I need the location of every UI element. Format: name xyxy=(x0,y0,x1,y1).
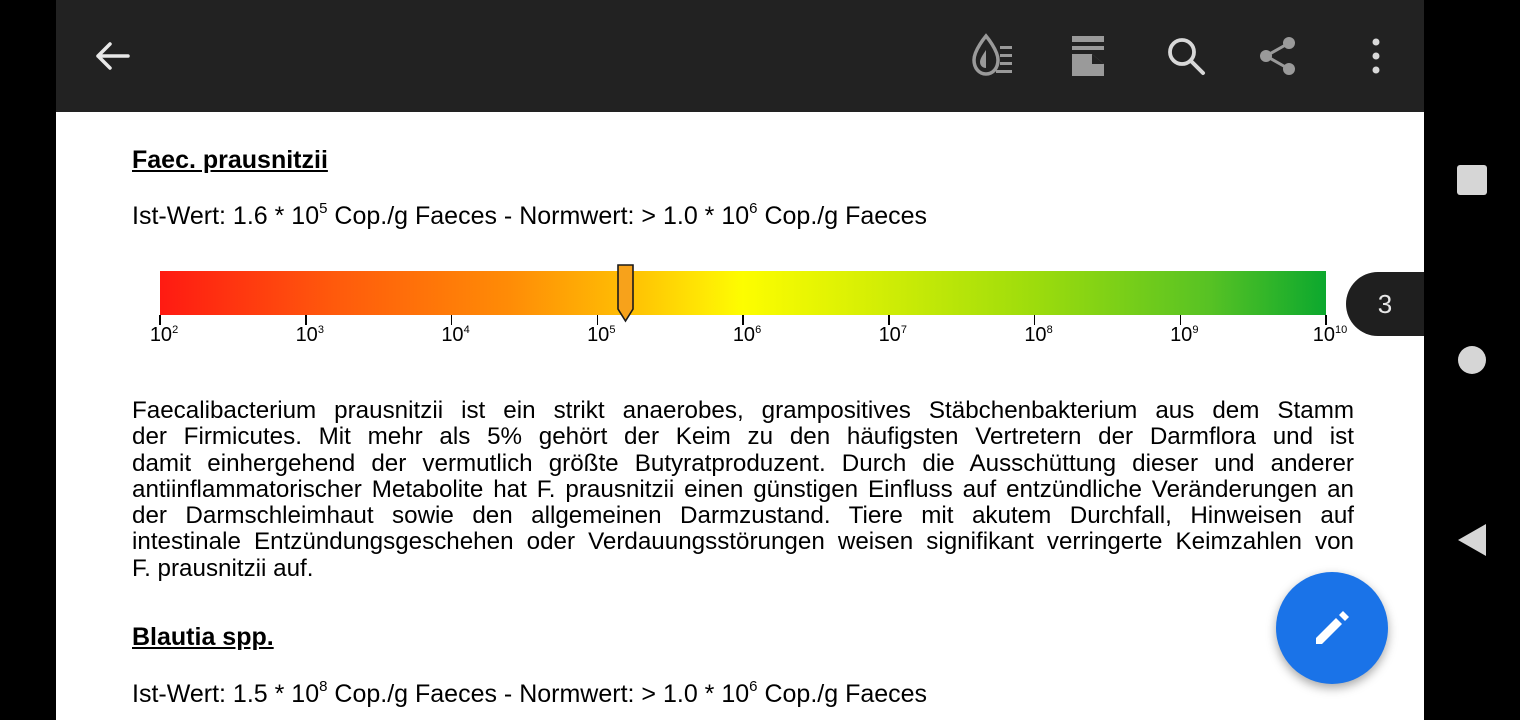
tick-label-exponent: 8 xyxy=(1046,324,1053,336)
ist-prefix: Ist-Wert: 1.5 * 10 xyxy=(132,680,320,708)
scale-tick-label xyxy=(1024,324,1052,347)
share-icon[interactable] xyxy=(1252,30,1304,82)
section-title: Faec. prausnitzii xyxy=(132,146,328,174)
section-title: Blautia spp. xyxy=(132,623,274,651)
tick-label-exponent: 7 xyxy=(900,324,907,336)
norm-unit: Cop./g Faeces xyxy=(757,680,928,708)
page-number-indicator[interactable]: 3 xyxy=(1346,272,1424,336)
tick-label-base: 10 xyxy=(1170,324,1193,346)
scale-tick-label xyxy=(150,324,178,347)
description-line: intestinale Entzündungsgeschehen oder Verdauungsstörungen weisen signifikant verringerte Keimzahlen von xyxy=(132,528,1354,556)
scale-tick-label xyxy=(296,324,324,347)
left-letterbox xyxy=(0,0,56,720)
tick-label-base: 10 xyxy=(441,324,464,346)
document-page xyxy=(56,112,1424,720)
description-line: F. prausnitzii auf. xyxy=(132,554,314,582)
description-line: der Firmicutes. Mit mehr als 5% gehört der Keim zu den häufigsten Vertretern der Darmflora und ist xyxy=(132,423,1354,451)
tick-label-exponent: 5 xyxy=(609,324,616,336)
scale-tick-label xyxy=(441,324,469,347)
description-line: antiinflammatorischer Metabolite hat F. prausnitzii einen günstigen Einfluss auf entzündliche Veränderungen an xyxy=(132,475,1354,503)
recents-square-icon[interactable] xyxy=(1448,156,1496,204)
ist-exponent: 5 xyxy=(319,200,328,217)
scale-tick-label xyxy=(587,324,615,347)
tick-label-base: 10 xyxy=(587,324,610,346)
ist-unit: Cop./g Faeces - Normwert: > 1.0 * 10 xyxy=(327,202,750,230)
scale-tick-label xyxy=(1170,324,1198,347)
norm-exponent: 6 xyxy=(749,200,758,217)
ist-prefix: Ist-Wert: 1.6 * 10 xyxy=(132,202,320,230)
tick-label-exponent: 4 xyxy=(463,324,470,336)
tick-label-exponent: 6 xyxy=(755,324,762,336)
tick-label-exponent: 10 xyxy=(1335,324,1348,336)
scale-gradient-bar xyxy=(160,271,1326,315)
tick-label-exponent: 9 xyxy=(1192,324,1199,336)
back-triangle-icon[interactable] xyxy=(1448,516,1496,564)
edit-pencil-icon xyxy=(1308,604,1356,652)
tick-label-base: 10 xyxy=(1312,324,1335,346)
value-line xyxy=(132,202,927,231)
top-toolbar xyxy=(56,0,1424,112)
norm-exponent: 6 xyxy=(749,678,758,695)
tick-label-base: 10 xyxy=(295,324,318,346)
tick-label-base: 10 xyxy=(1024,324,1047,346)
tick-label-exponent: 2 xyxy=(172,324,179,336)
tick-label-base: 10 xyxy=(878,324,901,346)
home-circle-icon[interactable] xyxy=(1448,336,1496,384)
tick-label-exponent: 3 xyxy=(317,324,324,336)
value-marker xyxy=(617,264,635,329)
scale-tick-label xyxy=(733,324,761,347)
edit-button[interactable] xyxy=(1276,572,1388,684)
value-line xyxy=(132,680,927,709)
ist-exponent: 8 xyxy=(319,678,328,695)
pages-layout-icon[interactable] xyxy=(1062,30,1114,82)
more-vert-icon[interactable] xyxy=(1350,30,1402,82)
log-scale xyxy=(149,262,1356,352)
reading-mode-icon[interactable] xyxy=(966,30,1018,82)
search-icon[interactable] xyxy=(1160,30,1212,82)
back-arrow-icon[interactable] xyxy=(86,30,138,82)
ist-unit: Cop./g Faeces - Normwert: > 1.0 * 10 xyxy=(327,680,750,708)
description-paragraph xyxy=(132,398,1354,582)
tick-label-base: 10 xyxy=(732,324,756,346)
norm-unit: Cop./g Faeces xyxy=(757,202,928,230)
description-line: der Darmschleimhaut sowie den allgemeinen Darmzustand. Tiere mit akutem Durchfall, Hinweisen auf xyxy=(132,502,1354,530)
scale-tick-label xyxy=(1313,324,1348,347)
description-line: damit einhergehend der vermutlich größte Butyratproduzent. Durch die Ausschüttung dieser und anderer xyxy=(132,449,1354,477)
description-line: Faecalibacterium prausnitzii ist ein strikt anaerobes, grampositives Stäbchenbakterium aus dem Stamm xyxy=(132,397,1354,424)
scale-tick-label xyxy=(879,324,907,347)
tick-label-base: 10 xyxy=(149,324,173,346)
